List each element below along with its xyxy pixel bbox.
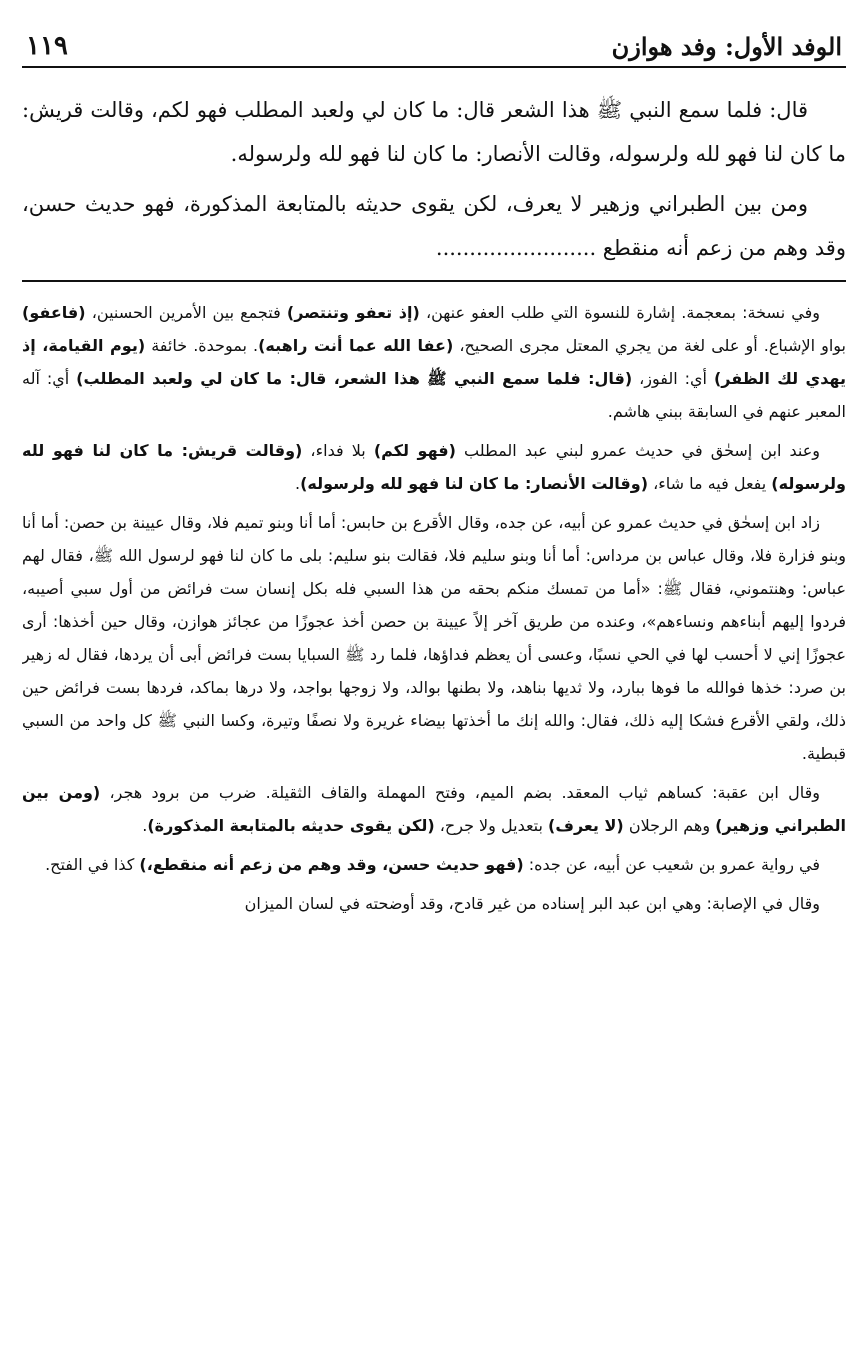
commentary-paragraph [22,776,846,842]
commentary-text: وفي نسخة: بمعجمة. إشارة للنسوة التي طلب العفو عنهن، [419,303,820,322]
main-text [22,88,846,270]
commentary-text: وقال ابن عقبة: كساهم ثياب المعقد. بضم الميم، وفتح المهملة والقاف الثقيلة. ضرب من برود هجر، [100,783,820,802]
commentary-text: . [295,474,301,493]
commentary-paragraph: وقال في الإصابة: وهي ابن عبد البر إسناده من غير قادح، وقد أوضحته في لسان الميزان [244,894,820,913]
commentary-paragraph [22,296,846,428]
quoted-phrase: (لكن يقوى حديثه بالمتابعة المذكورة) [147,816,435,835]
commentary-text: . بموحدة. خائفة [145,336,259,355]
quoted-phrase: (عفا الله عما أنت راهبه) [258,336,454,355]
quoted-phrase: (وقالت الأنصار: ما كان لنا فهو لله ولرسوله) [300,474,649,493]
quoted-phrase: (وقالت قريش: ما كان لنا فهو لله ولرسوله) [22,441,846,493]
page-number: ١١٩ [26,31,68,61]
book-page [22,26,846,1336]
commentary-text: كذا في الفتح. [45,855,140,874]
quoted-phrase: (فهو لكم) [373,441,456,460]
commentary-text: وهم الرجلان [623,816,716,835]
commentary-text: أي: آله المعبر عنهم في السابقة ببني هاشم. [22,369,846,421]
quoted-phrase: (فاعفو) [22,303,86,322]
commentary-paragraph [22,848,846,881]
main-paragraph: قال: فلما سمع النبي ﷺ هذا الشعر قال: ما كان لي ولعبد المطلب فهو لكم، وقالت قريش: ما كان لنا فهو لله ولرسوله، وقالت الأنصار: ما كان لنا فهو لله ولرسوله. [22,98,846,166]
commentary-text: في رواية عمرو بن شعيب عن أبيه، عن جده: [523,855,820,874]
footnote-divider [22,280,846,282]
commentary-paragraph [22,434,846,500]
commentary-text: بتعديل ولا جرح، [434,816,549,835]
quoted-phrase: (فهو حديث حسن، وقد وهم من زعم أنه منقطع،) [139,855,524,874]
quoted-phrase: (قال: فلما سمع النبي ﷺ هذا الشعر، قال: ما كان لي ولعبد المطلب) [76,369,633,388]
running-title: الوفد الأول: وفد هوازن [611,31,842,61]
commentary-text: يفعل فيه ما شاء، [648,474,772,493]
commentary [22,296,846,920]
quoted-phrase: (يوم القيامة، إذ يهدي لك الظفر) [22,336,846,388]
commentary-text: . [142,816,148,835]
quoted-phrase: (لا يعرف) [548,816,624,835]
main-paragraph: ومن بين الطبراني وزهير لا يعرف، لكن يقوى حديثه بالمتابعة المذكورة، فهو حديث حسن، وقد وهم من زعم أنه منقطع ........................ [22,192,846,260]
quoted-phrase: (إذ تعفو وتنتصر) [286,303,420,322]
commentary-text: بواو الإشباع. أو على لغة من يجري المعتل مجرى الصحيح، [453,336,846,355]
quoted-phrase: (ومن بين الطبراني وزهير) [22,783,846,835]
commentary-text: وعند ابن إسحٰق في حديث عمرو لبني عبد المطلب [455,441,821,460]
commentary-paragraph: زاد ابن إسحٰق في حديث عمرو عن أبيه، عن جده، وقال الأقرع بن حابس: أما أنا وبنو تميم فلا، وقال عيينة بن حصن: أما أنا وبنو فزارة فلا، وقال عباس بن مرداس: أما أنا وبنو سليم فلا، فقالت بنو سليم: بلى ما كان لنا فهو لرسول الله ﷺ، فقال لهم عباس: وهنتموني، فقال ﷺ: «أما من تمسك منكم بحقه من هذا السبي فله بكل إنسان ست فرائض من أول سبي أصيبه، فردوا إليهم أبناءهم ونساءهم»، وعنده من طريق آخر إلاً عيينة بن حصن أخذ عجوزًا من عجائز هوازن، وقال حين أخذها: أرى عجوزًا إني لا أحسب لها في الحي نسبًا، وعسى أن يعظم فداؤها، فلما رد ﷺ السبايا بست فرائض أبى أن يردها، فقال له زهير بن صرد: خذها فوالله ما فوها ببارد، ولا ثديها بناهد، ولا بطنها بوالد، ولا زوجها بواجد، ولا درها بماكد، فردها بست فرائض حين ذلك، ولقي الأقرع فشكا إليه ذلك، فقال: والله إنك ما أخذتها بيضاء غريرة ولا نصفًا وتيرة، وكسا النبي ﷺ كل واحد من السبي قبطية. [22,513,846,763]
commentary-text: بلا فداء، [302,441,374,460]
commentary-text: أي: الفوز، [632,369,714,388]
commentary-text: فتجمع بين الأمرين الحسنين، [85,303,287,322]
page-header [22,26,846,68]
